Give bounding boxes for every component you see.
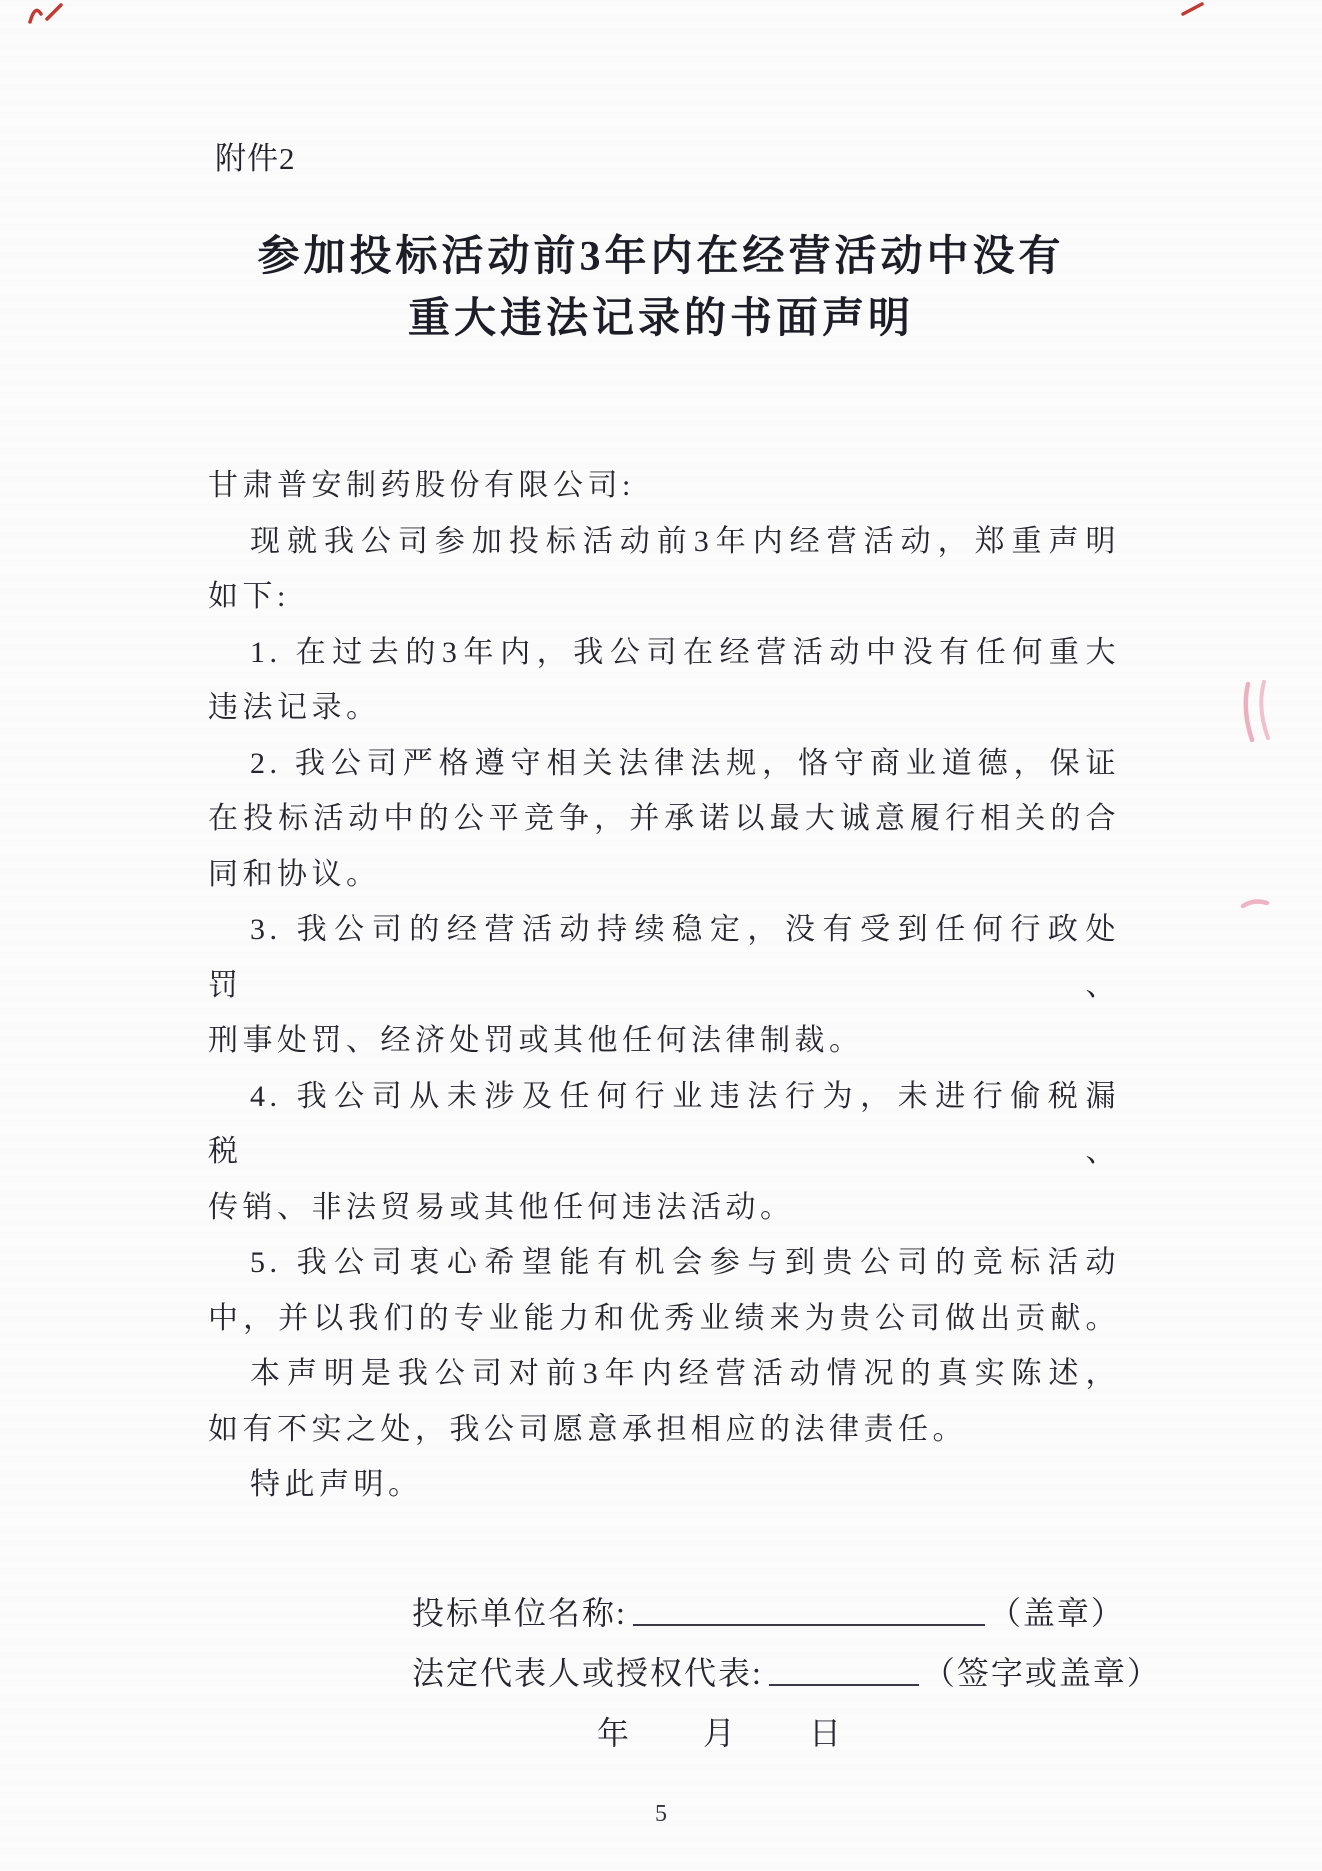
body-line: 4. 我公司从未涉及任何行业违法行为，未进行偷税漏税、 — [208, 1079, 1120, 1168]
bidder-seal-note: （盖章） — [988, 1594, 1125, 1631]
body-lines-container — [208, 514, 1120, 1513]
body-line: 同和协议。 — [208, 857, 381, 891]
body-line: 本声明是我公司对前3年内经营活动情况的真实陈述， — [250, 1357, 1120, 1390]
body-line: 2. 我公司严格遵守相关法律法规，恪守商业道德，保证 — [250, 746, 1120, 780]
declaration-body — [208, 458, 1120, 1513]
red-scan-mark-top-left — [26, 0, 66, 26]
body-line: 如有不实之处，我公司愿意承担相应的法律责任。 — [208, 1412, 967, 1446]
body-line: 5. 我公司衷心希望能有机会参与到贵公司的竞标活动 — [250, 1246, 1120, 1279]
date-day-label: 日 — [809, 1714, 844, 1751]
body-line: 1. 在过去的3年内，我公司在经营活动中没有任何重大 — [250, 635, 1120, 669]
document-title — [100, 226, 1222, 350]
legal-rep-label: 法定代表人或授权代表: — [412, 1654, 763, 1691]
body-line: 违法记录。 — [208, 691, 381, 724]
body-line: 在投标活动中的公平竞争，并承诺以最大诚意履行相关的合 — [208, 802, 1120, 835]
body-line: 3. 我公司的经营活动持续稳定，没有受到任何行政处罚、 — [208, 913, 1120, 1002]
pink-scan-mark-right-upper — [1240, 680, 1276, 744]
body-line: 传销、非法贸易或其他任何违法活动。 — [208, 1190, 795, 1224]
rep-sign-note: （签字或盖章） — [922, 1654, 1161, 1691]
attachment-label: 附件2 — [215, 141, 296, 176]
body-line: 刑事处罚、经济处罚或其他任何法律制裁。 — [208, 1024, 864, 1057]
body-line: 如下: — [208, 580, 290, 613]
legal-rep-line — [412, 1643, 1322, 1703]
bidder-name-blank-line — [633, 1590, 985, 1626]
pink-scan-mark-right-lower — [1240, 893, 1270, 913]
body-line: 特此声明。 — [250, 1468, 423, 1501]
bidder-name-line — [412, 1583, 1322, 1643]
date-line — [412, 1703, 1322, 1763]
body-line: 中，并以我们的专业能力和优秀业绩来为贵公司做出贡献。 — [208, 1301, 1120, 1335]
addressee: 甘肃普安制药股份有限公司: — [208, 469, 635, 502]
date-month-label: 月 — [703, 1714, 738, 1751]
body-line: 现就我公司参加投标活动前3年内经营活动，郑重声明 — [250, 524, 1120, 558]
bidder-name-label: 投标单位名称: — [412, 1594, 627, 1631]
date-year-label: 年 — [597, 1714, 632, 1751]
page-number: 5 — [655, 1800, 667, 1827]
title-line-2: 重大违法记录的书面声明 — [407, 296, 914, 342]
signature-block — [412, 1583, 1322, 1763]
legal-rep-blank-line — [769, 1650, 919, 1686]
title-line-1: 参加投标活动前3年内在经营活动中没有 — [257, 234, 1065, 280]
